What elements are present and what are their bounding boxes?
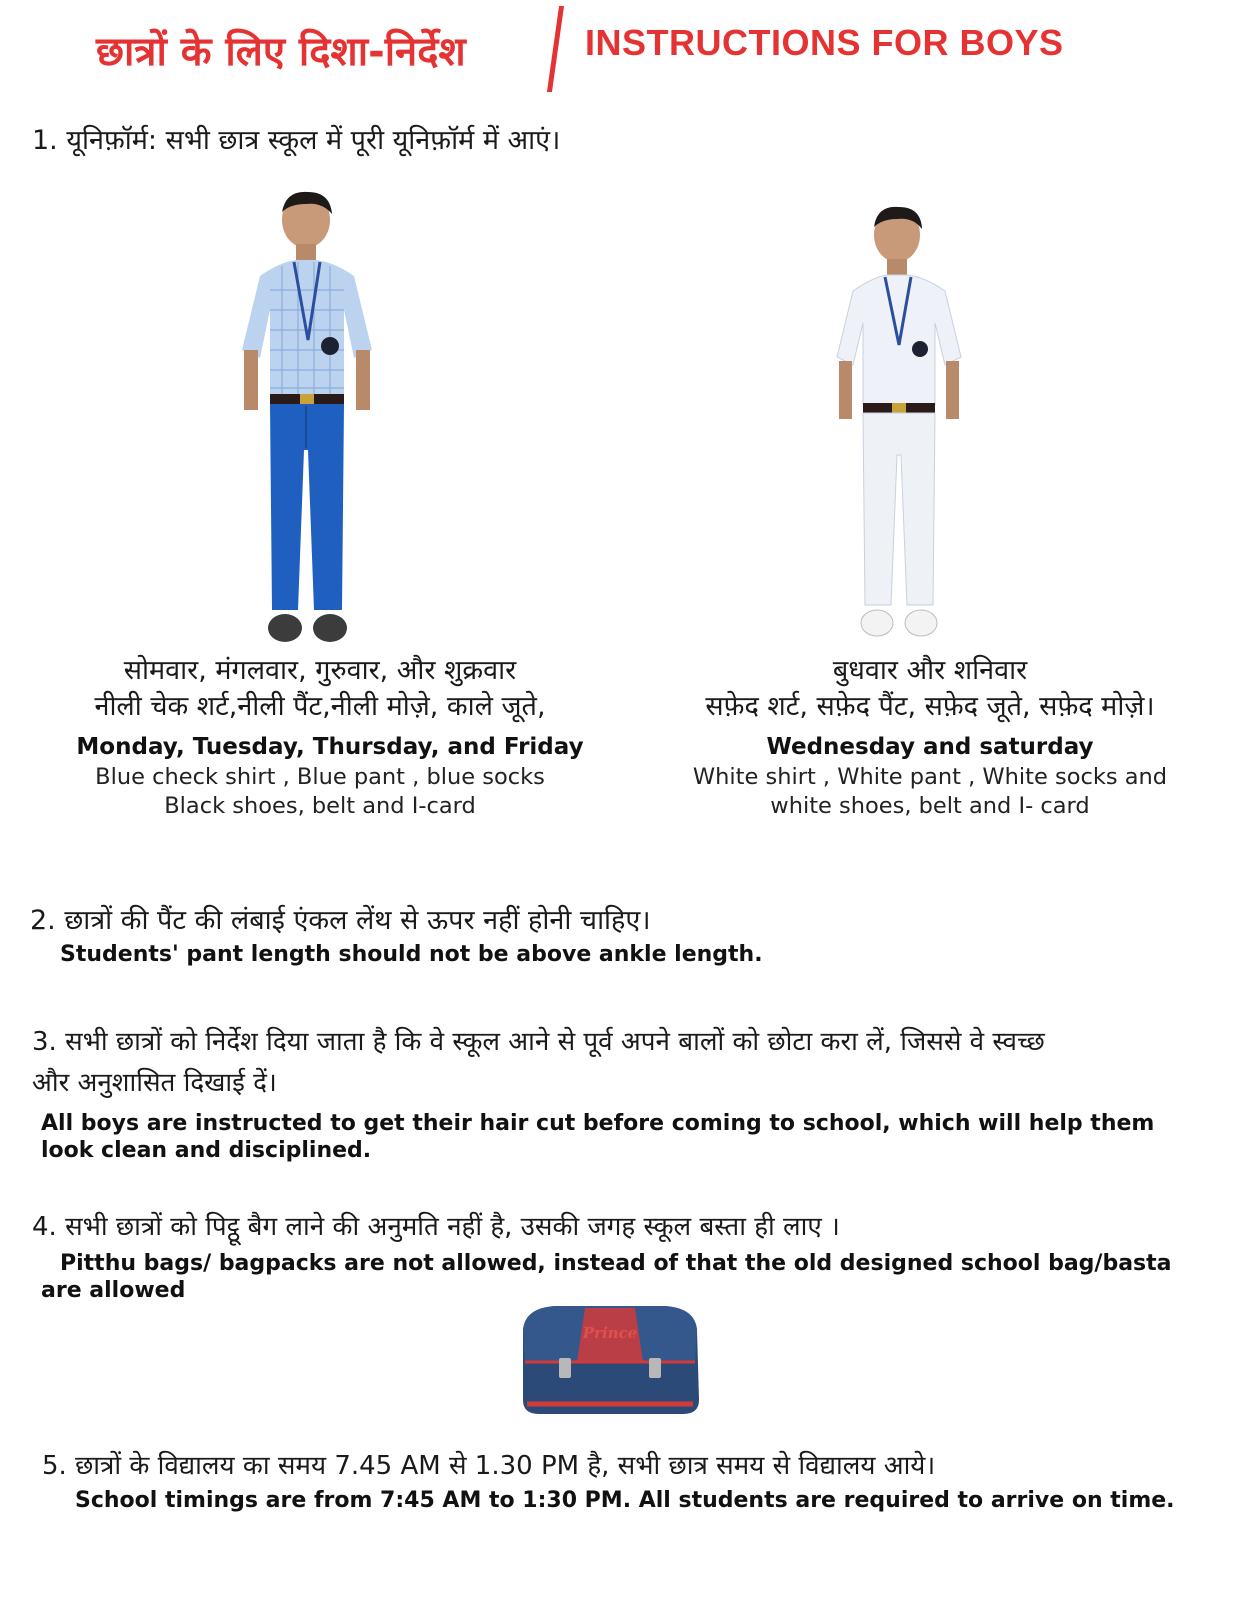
left-items-hindi: नीली चेक शर्ट,नीली पैंट,नीली मोज़े, काले जूते,	[94, 691, 546, 722]
right-days-english: Wednesday and saturday	[766, 734, 1094, 760]
right-items-english-2: white shoes, belt and I- card	[770, 793, 1090, 819]
item-2-english: Students' pant length should not be above ankle length.	[60, 942, 763, 967]
page-title-english: INSTRUCTIONS FOR BOYS	[585, 22, 1064, 63]
item-4-english-line-1: Pitthu bags/ bagpacks are not allowed, instead of that the old designed school bag/basta	[60, 1251, 1172, 1276]
right-items-hindi: सफ़ेद शर्ट, सफ़ेद पैंट, सफ़ेद जूते, सफ़ेद मोज़े।	[705, 691, 1155, 722]
right-days-hindi: बुधवार और शनिवार	[832, 655, 1028, 686]
white-uniform-student-image	[825, 205, 975, 645]
item-3-english-line-2: look clean and disciplined.	[41, 1138, 372, 1163]
item-3-english-line-1: All boys are instructed to get their hair cut before coming to school, which will help them	[41, 1111, 1155, 1136]
left-items-english-1: Blue check shirt , Blue pant , blue socks	[95, 764, 545, 790]
item-3-hindi-line-1: 3. सभी छात्रों को निर्देश दिया जाता है कि वे स्कूल आने से पूर्व अपने बालों को छोटा करा लें, जिससे वे स्वच्छ	[32, 1027, 1045, 1057]
item-2-hindi: 2. छात्रों की पैंट की लंबाई एंकल लेंथ से ऊपर नहीं होनी चाहिए।	[30, 905, 651, 936]
item-3-hindi-line-2: और अनुशासित दिखाई दें।	[32, 1068, 277, 1098]
left-days-hindi: सोमवार, मंगलवार, गुरुवार, और शुक्रवार	[123, 655, 517, 686]
item-1-hindi: 1. यूनिफ़ॉर्म: सभी छात्र स्कूल में पूरी यूनिफ़ॉर्म में आएं।	[32, 125, 561, 156]
item-5-english: School timings are from 7:45 AM to 1:30 PM. All students are required to arrive on time.	[75, 1488, 1175, 1513]
left-items-english-2: Black shoes, belt and I-card	[164, 793, 476, 819]
bag-brand-label: Prince	[582, 1324, 638, 1342]
item-4-english-line-2: are allowed	[41, 1278, 186, 1303]
item-4-hindi: 4. सभी छात्रों को पिट्ठू बैग लाने की अनुमति नहीं है, उसकी जगह स्कूल बस्ता ही लाए ।	[32, 1212, 840, 1242]
blue-uniform-student-image	[230, 190, 390, 650]
title-divider	[547, 6, 564, 92]
page-title-hindi: छात्रों के लिए दिशा-निर्देश	[96, 29, 466, 75]
item-5-hindi: 5. छात्रों के विद्यालय का समय 7.45 AM से 1.30 PM है, सभी छात्र समय से विद्यालय आये।	[42, 1451, 936, 1481]
school-bag-image	[515, 1300, 705, 1420]
left-days-english: Monday, Tuesday, Thursday, and Friday	[76, 734, 584, 760]
right-items-english-1: White shirt , White pant , White socks and	[692, 764, 1168, 790]
